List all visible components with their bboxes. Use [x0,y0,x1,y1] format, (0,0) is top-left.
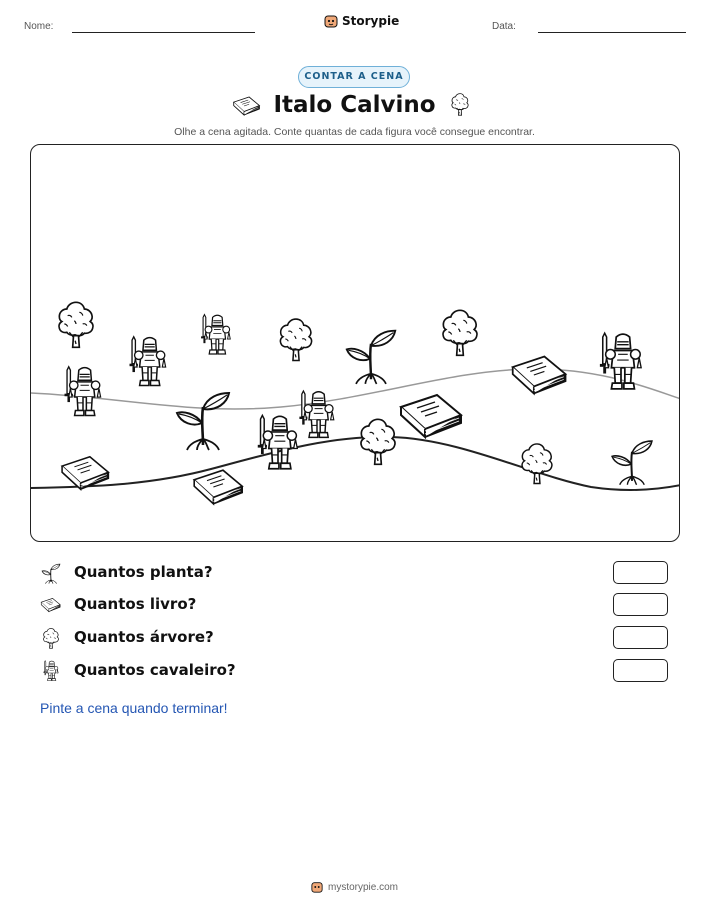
knight-icon [201,315,230,354]
name-label: Nome: [24,21,54,32]
storypie-mascot-icon [311,881,323,893]
tree-icon [443,310,477,355]
plant-icon [177,393,229,450]
question-row-plant [40,561,680,587]
plant-icon [347,331,396,384]
scene-frame [30,144,680,542]
tree-icon [448,91,472,117]
knight-icon [299,391,333,437]
brand-name: Storypie [342,14,400,28]
knight-icon [600,333,641,389]
name-field-line[interactable] [72,32,255,33]
book-icon [62,457,108,489]
site-url[interactable]: mystorypie.com [327,881,398,893]
knight-icon [40,660,62,682]
answer-box-plant[interactable] [613,561,668,584]
date-field-line[interactable] [538,32,686,33]
instructions: Olhe a cena agitada. Conte quantas de cada figura você consegue encontrar. [174,126,535,138]
plant-icon [612,441,652,485]
activity-badge: CONTAR A CENA [298,66,410,88]
answer-box-knight[interactable] [613,659,668,682]
tree-icon [522,444,552,484]
hill-line-front [31,437,680,490]
tree-icon [59,302,93,347]
knight-icon [258,415,298,468]
page-title: Italo Calvino [273,92,436,118]
hill-line-back [31,369,680,409]
tree-icon [40,627,62,649]
question-row-tree [40,626,680,652]
book-icon [40,594,62,616]
question-row-knight [40,659,680,685]
question-text: Quantos livro? [74,595,197,613]
knight-icon [130,337,166,386]
answer-box-tree[interactable] [613,626,668,649]
book-icon [401,395,461,437]
storypie-mascot-icon [324,14,338,28]
book-icon [194,470,242,504]
storypie-logo [324,14,399,28]
plant-icon [40,562,62,584]
date-label: Data: [492,21,516,32]
tree-icon [361,419,395,464]
question-text: Quantos planta? [74,563,213,581]
tree-icon [280,319,311,360]
scene-illustration [31,145,680,542]
question-text: Quantos cavaleiro? [74,661,236,679]
site-footer [0,881,709,893]
knight-icon [65,367,101,416]
answer-box-book[interactable] [613,593,668,616]
question-text: Quantos árvore? [74,628,214,646]
book-icon [513,357,566,394]
coloring-note: Pinte a cena quando terminar! [40,700,228,716]
question-row-book [40,593,680,619]
